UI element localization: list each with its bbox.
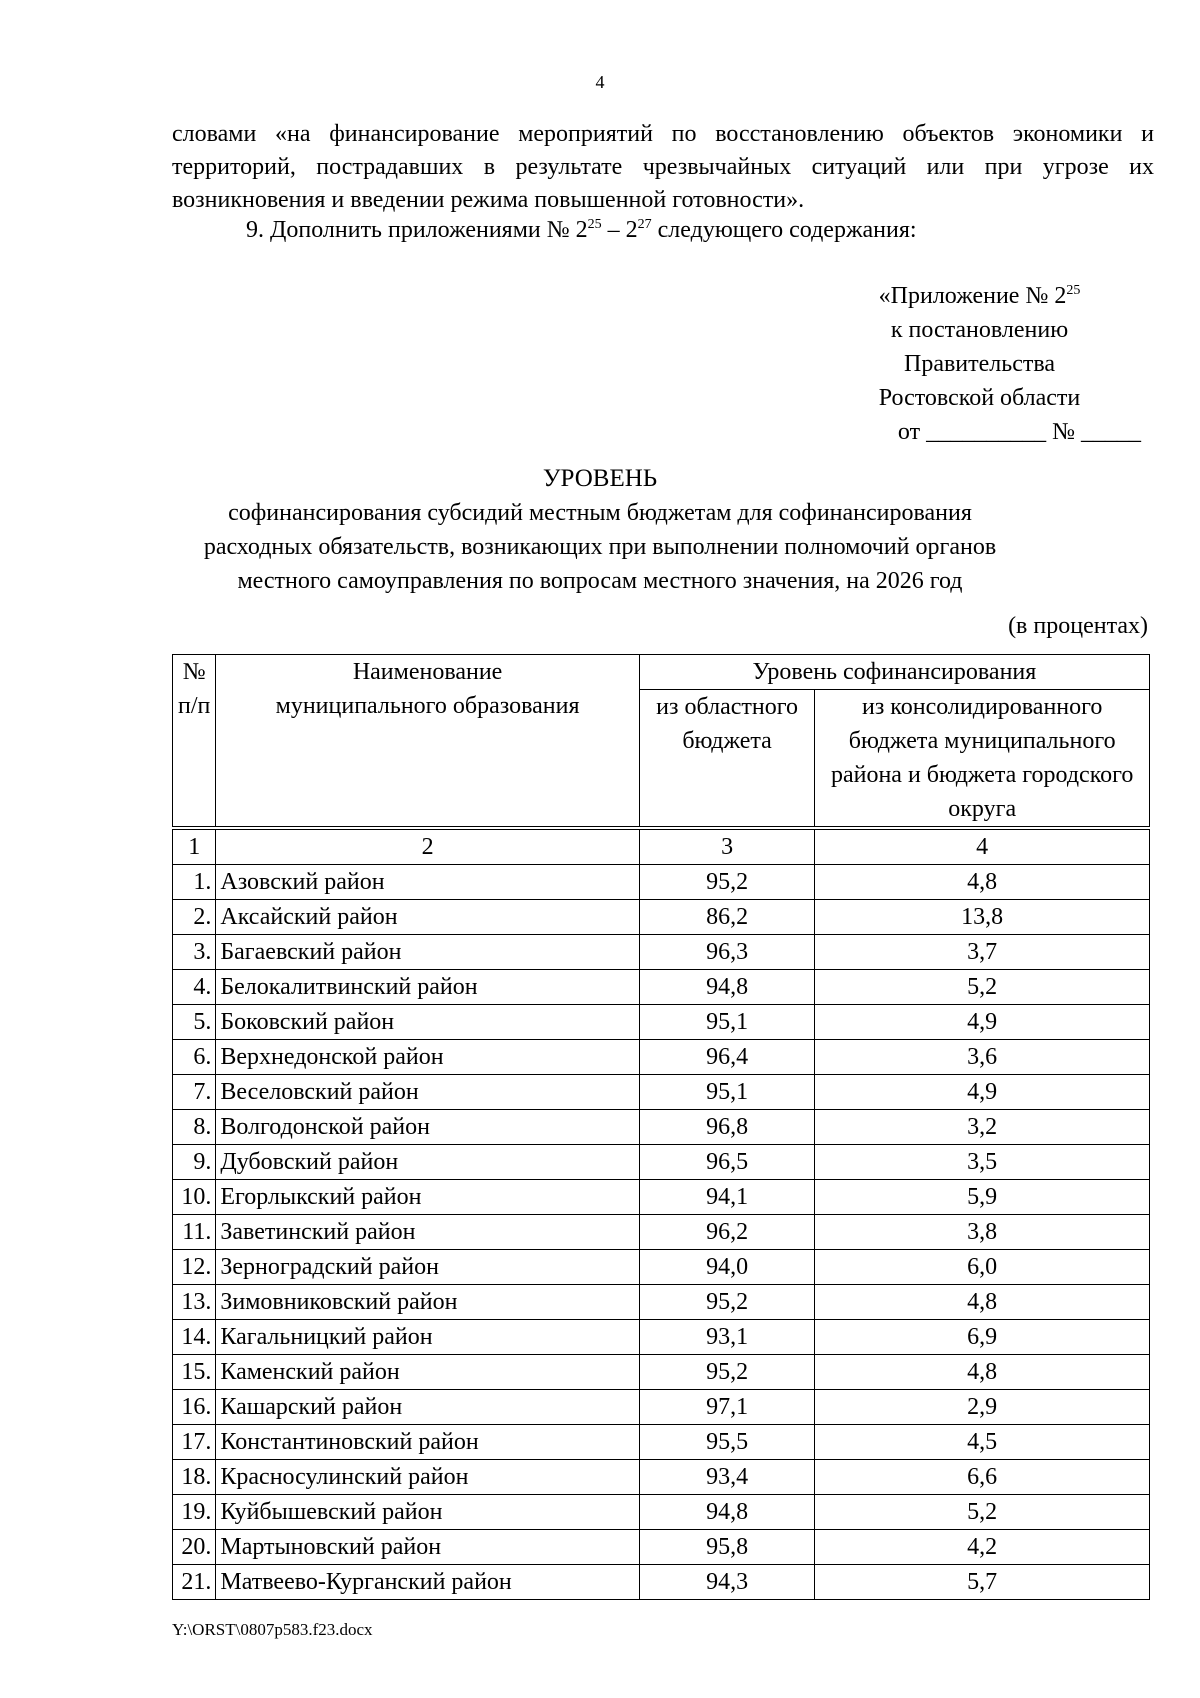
regional-share: 96,2 [639, 1215, 815, 1250]
regional-share: 96,5 [639, 1145, 815, 1180]
municipality-name: Константиновский район [216, 1425, 639, 1460]
header-num-line2: п/п [178, 693, 211, 719]
row-number: 12. [173, 1250, 216, 1285]
regional-share: 97,1 [639, 1390, 815, 1425]
regional-share: 95,5 [639, 1425, 815, 1460]
row-number: 5. [173, 1005, 216, 1040]
municipal-share: 3,5 [815, 1145, 1150, 1180]
header-level: Уровень софинансирования [639, 655, 1149, 690]
table-row [173, 970, 1150, 1005]
municipal-share: 6,6 [815, 1460, 1150, 1495]
regional-share: 95,1 [639, 1005, 815, 1040]
municipality-name: Белокалитвинский район [216, 970, 639, 1005]
appendix-line2: к постановлению [890, 317, 1069, 343]
point9-dash: – 2 [601, 217, 638, 243]
title-line1: софинансирования субсидий местным бюджетам для софинансирования [228, 500, 972, 526]
municipality-name: Аксайский район [216, 900, 639, 935]
municipal-share: 3,2 [815, 1110, 1150, 1145]
row-number: 21. [173, 1565, 216, 1600]
table-row [173, 1005, 1150, 1040]
municipal-share: 5,2 [815, 1495, 1150, 1530]
point9-sup1: 25 [587, 217, 602, 232]
municipality-name: Кагальницкий район [216, 1320, 639, 1355]
row-number: 14. [173, 1320, 216, 1355]
table-row [173, 1530, 1150, 1565]
regional-share: 95,8 [639, 1530, 815, 1565]
appendix-line3: Правительства [903, 351, 1056, 377]
units-label: (в процентах) [1008, 613, 1148, 639]
table-row [173, 865, 1150, 900]
table-row [173, 1565, 1150, 1600]
point9-prefix: 9. Дополнить приложениями № 2 [246, 217, 588, 243]
header-municipal: из консолидированного бюджета муниципального района и бюджета городского округа [815, 690, 1150, 829]
table-row [173, 1355, 1150, 1390]
municipal-share: 13,8 [815, 900, 1150, 935]
table-row [173, 1320, 1150, 1355]
municipal-share: 4,8 [815, 865, 1150, 900]
table-row [173, 1110, 1150, 1145]
municipality-name: Азовский район [216, 865, 639, 900]
row-number: 8. [173, 1110, 216, 1145]
row-number: 11. [173, 1215, 216, 1250]
regional-share: 96,4 [639, 1040, 815, 1075]
regional-share: 94,1 [639, 1180, 815, 1215]
municipality-name: Багаевский район [216, 935, 639, 970]
municipal-share: 3,7 [815, 935, 1150, 970]
regional-share: 95,2 [639, 1355, 815, 1390]
regional-share: 95,2 [639, 865, 815, 900]
municipal-share: 4,8 [815, 1355, 1150, 1390]
appendix-sup: 25 [1066, 283, 1081, 298]
municipality-name: Волгодонской район [216, 1110, 639, 1145]
municipal-share: 4,2 [815, 1530, 1150, 1565]
regional-share: 94,8 [639, 1495, 815, 1530]
header-num [173, 655, 216, 829]
title-line2: расходных обязательств, возникающих при выполнении полномочий органов [203, 534, 997, 560]
municipal-share: 6,9 [815, 1320, 1150, 1355]
document-title [0, 462, 1200, 598]
municipal-share: 6,0 [815, 1250, 1150, 1285]
municipal-share: 3,6 [815, 1040, 1150, 1075]
regional-share: 94,8 [639, 970, 815, 1005]
municipality-name: Зерноградский район [216, 1250, 639, 1285]
municipality-name: Зимовниковский район [216, 1285, 639, 1320]
table-row [173, 1250, 1150, 1285]
municipal-share: 2,9 [815, 1390, 1150, 1425]
row-number: 18. [173, 1460, 216, 1495]
municipality-name: Мартыновский район [216, 1530, 639, 1565]
row-number: 20. [173, 1530, 216, 1565]
row-number: 9. [173, 1145, 216, 1180]
table-row [173, 1180, 1150, 1215]
row-number: 4. [173, 970, 216, 1005]
table-row [173, 1285, 1150, 1320]
header-name-line2: муниципального образования [275, 693, 580, 719]
row-number: 16. [173, 1390, 216, 1425]
regional-share: 96,8 [639, 1110, 815, 1145]
header-name [216, 655, 639, 829]
regional-share: 95,1 [639, 1075, 815, 1110]
appendix-line1 [818, 279, 1141, 313]
row-number: 10. [173, 1180, 216, 1215]
row-number: 6. [173, 1040, 216, 1075]
municipal-share: 4,5 [815, 1425, 1150, 1460]
municipality-name: Кашарский район [216, 1390, 639, 1425]
regional-share: 94,0 [639, 1250, 815, 1285]
appendix-header [818, 279, 1141, 449]
header-name-line1: Наименование [352, 659, 503, 685]
file-path-footer: Y:\ORST\0807p583.f23.docx [172, 1620, 373, 1639]
municipal-share: 4,8 [815, 1285, 1150, 1320]
row-number: 1. [173, 865, 216, 900]
municipal-share: 5,7 [815, 1565, 1150, 1600]
point9-sup2: 27 [637, 217, 652, 232]
title-heading: УРОВЕНЬ [542, 465, 658, 492]
regional-share: 93,1 [639, 1320, 815, 1355]
municipal-share: 5,9 [815, 1180, 1150, 1215]
intro-paragraph [172, 118, 1154, 217]
appendix-line4: Ростовской области [878, 385, 1081, 411]
page-number: 4 [595, 72, 605, 92]
regional-share: 96,3 [639, 935, 815, 970]
column-number: 4 [815, 828, 1150, 865]
cofinancing-table [172, 654, 1150, 1600]
regional-share: 93,4 [639, 1460, 815, 1495]
row-number: 19. [173, 1495, 216, 1530]
municipality-name: Каменский район [216, 1355, 639, 1390]
regional-share: 95,2 [639, 1285, 815, 1320]
intro-text: словами «на финансирование мероприятий по восстановлению объектов экономики и территорий, пострадавших в результате чрезвычайных ситуаций или при угрозе их возникновения и введении режима повышенной готовности». [172, 121, 1154, 213]
municipal-share: 3,8 [815, 1215, 1150, 1250]
table-row [173, 1495, 1150, 1530]
municipality-name: Боковский район [216, 1005, 639, 1040]
municipality-name: Куйбышевский район [216, 1495, 639, 1530]
row-number: 7. [173, 1075, 216, 1110]
municipality-name: Верхнедонской район [216, 1040, 639, 1075]
municipality-name: Заветинский район [216, 1215, 639, 1250]
point-9 [246, 217, 917, 244]
column-number: 1 [173, 828, 216, 865]
regional-share: 94,3 [639, 1565, 815, 1600]
table-row [173, 1425, 1150, 1460]
row-number: 17. [173, 1425, 216, 1460]
table-row [173, 1075, 1150, 1110]
column-number: 2 [216, 828, 639, 865]
municipality-name: Красносулинский район [216, 1460, 639, 1495]
regional-share: 86,2 [639, 900, 815, 935]
table-row [173, 1215, 1150, 1250]
table-row [173, 1460, 1150, 1495]
table-header-row-1 [173, 655, 1150, 690]
row-number: 2. [173, 900, 216, 935]
column-number: 3 [639, 828, 815, 865]
row-number: 15. [173, 1355, 216, 1390]
table-row [173, 1040, 1150, 1075]
appendix-prefix: «Приложение № 2 [878, 283, 1067, 309]
municipality-name: Матвеево-Курганский район [216, 1565, 639, 1600]
table-row [173, 935, 1150, 970]
row-number: 13. [173, 1285, 216, 1320]
header-regional: из областного бюджета [639, 690, 815, 829]
municipality-name: Егорлыкский район [216, 1180, 639, 1215]
table-row [173, 1145, 1150, 1180]
municipal-share: 4,9 [815, 1005, 1150, 1040]
municipal-share: 5,2 [815, 970, 1150, 1005]
table-row [173, 1390, 1150, 1425]
municipal-share: 4,9 [815, 1075, 1150, 1110]
municipality-name: Дубовский район [216, 1145, 639, 1180]
municipality-name: Веселовский район [216, 1075, 639, 1110]
title-line3: местного самоуправления по вопросам местного значения, на 2026 год [237, 568, 963, 594]
point9-suffix: следующего содержания: [651, 217, 917, 243]
header-num-line1: № [182, 659, 206, 685]
appendix-date-line: от __________ № _____ [897, 419, 1141, 445]
table-row [173, 900, 1150, 935]
column-numbers-row [173, 828, 1150, 865]
table-body [173, 865, 1150, 1600]
row-number: 3. [173, 935, 216, 970]
